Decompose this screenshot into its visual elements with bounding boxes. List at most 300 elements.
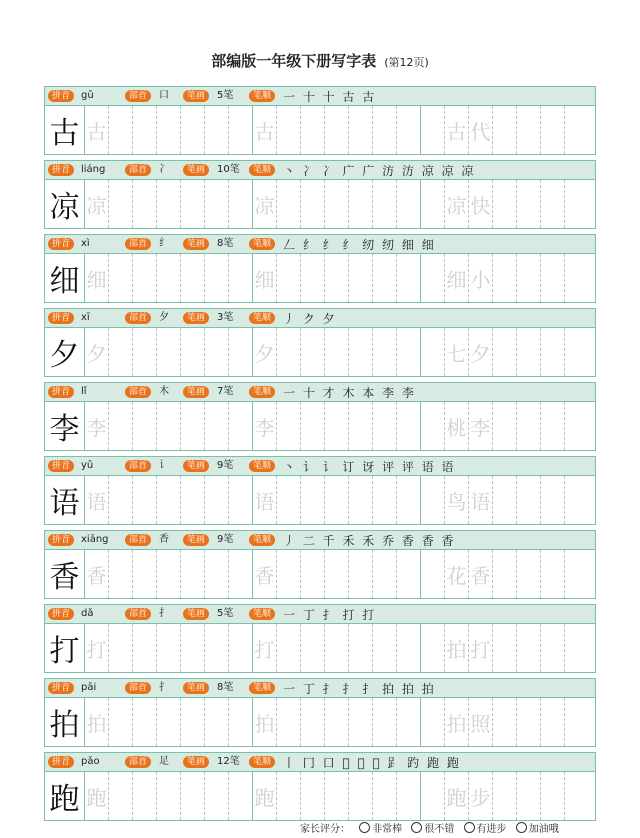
practice-cell[interactable]: [181, 772, 205, 820]
practice-cell[interactable]: [325, 624, 349, 672]
practice-cell[interactable]: [493, 772, 517, 820]
practice-cell[interactable]: [373, 698, 397, 746]
stroke-count: 10笔: [217, 164, 240, 175]
practice-cell[interactable]: [253, 624, 277, 672]
radical-tag: 部首: [125, 756, 151, 768]
practice-cell[interactable]: [469, 106, 493, 154]
practice-cell[interactable]: [445, 624, 469, 672]
practice-cell[interactable]: [205, 402, 229, 450]
practice-cell[interactable]: [205, 624, 229, 672]
rating-option-progress[interactable]: 有进步: [464, 824, 507, 835]
practice-cell[interactable]: [109, 402, 133, 450]
word-char-b: 语: [470, 489, 491, 514]
practice-cell[interactable]: [109, 772, 133, 820]
practice-cell[interactable]: [349, 106, 373, 154]
practice-cell[interactable]: [469, 550, 493, 598]
radical-tag: 部首: [125, 164, 151, 176]
pinyin-tag: 拼音: [48, 238, 74, 250]
practice-cell[interactable]: [469, 254, 493, 302]
practice-cell[interactable]: [277, 550, 301, 598]
practice-cell[interactable]: [517, 402, 541, 450]
practice-cell[interactable]: [277, 772, 301, 820]
practice-cell[interactable]: [181, 550, 205, 598]
stroke-count: 8笔: [217, 238, 234, 249]
order-tag: 笔顺: [249, 90, 275, 102]
practice-cell[interactable]: [325, 106, 349, 154]
practice-cell[interactable]: [397, 328, 421, 376]
practice-cell[interactable]: [85, 254, 109, 302]
practice-cell[interactable]: [349, 402, 373, 450]
practice-cell[interactable]: [421, 550, 445, 598]
practice-cell[interactable]: [109, 106, 133, 154]
practice-cell[interactable]: [373, 254, 397, 302]
practice-cell[interactable]: [493, 328, 517, 376]
practice-cell[interactable]: [229, 698, 253, 746]
word-char-a: 凉: [446, 193, 467, 218]
practice-cell[interactable]: [493, 402, 517, 450]
radical-tag: 部首: [125, 238, 151, 250]
radical-value: 冫: [159, 164, 169, 175]
practice-cell[interactable]: [133, 772, 157, 820]
practice-cell[interactable]: [397, 550, 421, 598]
practice-cell[interactable]: [229, 476, 253, 524]
practice-cell[interactable]: [229, 402, 253, 450]
trace-char: 打: [254, 637, 275, 662]
practice-cell[interactable]: [565, 624, 589, 672]
practice-cell[interactable]: [157, 772, 181, 820]
practice-cell[interactable]: [85, 180, 109, 228]
practice-cell[interactable]: [109, 550, 133, 598]
trace-char: 跑: [86, 785, 107, 810]
practice-cell[interactable]: [541, 402, 565, 450]
stroke-order: 一 十 十 古 古: [283, 90, 377, 104]
practice-cell[interactable]: [157, 180, 181, 228]
trace-char: 拍: [86, 711, 107, 736]
practice-cell[interactable]: [397, 698, 421, 746]
practice-cell[interactable]: [253, 402, 277, 450]
practice-cell[interactable]: [541, 698, 565, 746]
practice-cell[interactable]: [517, 772, 541, 820]
page-number: (第12页): [384, 56, 429, 69]
radio-icon[interactable]: [359, 822, 370, 833]
writing-grid: [44, 697, 596, 747]
trace-char: 细: [86, 267, 107, 292]
writing-grid: [44, 549, 596, 599]
word-char-a: 桃: [446, 415, 467, 440]
practice-cell[interactable]: [349, 550, 373, 598]
practice-cell[interactable]: [229, 180, 253, 228]
practice-cell[interactable]: [253, 106, 277, 154]
word-char-b: 照: [470, 711, 491, 736]
trace-char: 细: [254, 267, 275, 292]
practice-cell[interactable]: [181, 254, 205, 302]
practice-cell[interactable]: [373, 402, 397, 450]
practice-cell[interactable]: [205, 106, 229, 154]
practice-cell[interactable]: [373, 476, 397, 524]
main-character: 语: [49, 486, 80, 521]
practice-cell[interactable]: [325, 698, 349, 746]
word-char-a: 古: [446, 119, 467, 144]
practice-cell[interactable]: [445, 328, 469, 376]
practice-cell[interactable]: [565, 772, 589, 820]
practice-cell[interactable]: [205, 550, 229, 598]
practice-cell[interactable]: [301, 624, 325, 672]
stroke-order: 丨 冂 口 𠯁 𠯁 𠯁 𧾷 趵 跑 跑: [283, 756, 461, 770]
pinyin-value: xiāng: [81, 534, 109, 545]
practice-cell[interactable]: [421, 624, 445, 672]
char-row: [44, 234, 596, 308]
rating-option-keep-going[interactable]: 加油哦: [516, 824, 559, 835]
radical-value: 夕: [159, 312, 169, 323]
practice-cell[interactable]: [109, 254, 133, 302]
trace-char: 凉: [254, 193, 275, 218]
practice-cell[interactable]: [469, 328, 493, 376]
pinyin-tag: 拼音: [48, 682, 74, 694]
practice-cell[interactable]: [253, 772, 277, 820]
main-character: 凉: [49, 190, 80, 225]
practice-cell[interactable]: [229, 624, 253, 672]
practice-cell[interactable]: [373, 550, 397, 598]
practice-cell[interactable]: [157, 550, 181, 598]
practice-cell[interactable]: [541, 328, 565, 376]
practice-cell[interactable]: [469, 772, 493, 820]
practice-cell[interactable]: [469, 476, 493, 524]
practice-cell[interactable]: [301, 180, 325, 228]
practice-cell[interactable]: [541, 254, 565, 302]
practice-cell[interactable]: [541, 180, 565, 228]
practice-cell[interactable]: [277, 402, 301, 450]
trace-char: 古: [254, 119, 275, 144]
order-tag: 笔顺: [249, 682, 275, 694]
practice-cell[interactable]: [397, 180, 421, 228]
practice-cell[interactable]: [445, 772, 469, 820]
practice-cell[interactable]: [373, 180, 397, 228]
practice-cell[interactable]: [517, 624, 541, 672]
practice-cell[interactable]: [277, 698, 301, 746]
practice-cell[interactable]: [325, 476, 349, 524]
practice-cell[interactable]: [181, 328, 205, 376]
stroke-order: 一 十 才 木 本 李 李: [283, 386, 416, 400]
char-row: [44, 382, 596, 456]
practice-cell[interactable]: [205, 254, 229, 302]
practice-cell[interactable]: [565, 698, 589, 746]
practice-cell[interactable]: [493, 698, 517, 746]
practice-cell[interactable]: [469, 402, 493, 450]
practice-cell[interactable]: [421, 106, 445, 154]
practice-cell[interactable]: [205, 180, 229, 228]
practice-cell[interactable]: [541, 550, 565, 598]
practice-cell[interactable]: [277, 328, 301, 376]
practice-cell[interactable]: [373, 624, 397, 672]
strokes-tag: 笔画: [183, 756, 209, 768]
practice-cell[interactable]: [301, 476, 325, 524]
practice-cell[interactable]: [133, 254, 157, 302]
practice-cell[interactable]: [229, 550, 253, 598]
pinyin-tag: 拼音: [48, 460, 74, 472]
practice-cell[interactable]: [325, 772, 349, 820]
trace-char: 凉: [86, 193, 107, 218]
practice-cell[interactable]: [181, 698, 205, 746]
practice-cell[interactable]: [85, 106, 109, 154]
practice-cell[interactable]: [565, 550, 589, 598]
row-header: [44, 382, 596, 401]
practice-cell[interactable]: [469, 698, 493, 746]
practice-cell[interactable]: [133, 698, 157, 746]
practice-cell[interactable]: [109, 698, 133, 746]
main-character: 打: [49, 634, 80, 669]
practice-cell[interactable]: [253, 476, 277, 524]
practice-cell[interactable]: [157, 698, 181, 746]
radio-icon[interactable]: [464, 822, 475, 833]
practice-cell[interactable]: [493, 624, 517, 672]
practice-cell[interactable]: [85, 772, 109, 820]
pinyin-tag: 拼音: [48, 90, 74, 102]
pinyin-tag: 拼音: [48, 386, 74, 398]
practice-cell[interactable]: [109, 180, 133, 228]
main-char-cell: [45, 180, 85, 228]
practice-cell[interactable]: [373, 106, 397, 154]
radical-value: 纟: [159, 238, 169, 249]
word-char-b: 小: [470, 267, 491, 292]
practice-cell[interactable]: [397, 254, 421, 302]
word-char-b: 代: [470, 119, 491, 144]
practice-cell[interactable]: [157, 624, 181, 672]
practice-cell[interactable]: [421, 698, 445, 746]
practice-cell[interactable]: [301, 402, 325, 450]
practice-cell[interactable]: [517, 328, 541, 376]
radio-icon[interactable]: [411, 822, 422, 833]
practice-cell[interactable]: [325, 254, 349, 302]
practice-cell[interactable]: [421, 254, 445, 302]
practice-cell[interactable]: [373, 328, 397, 376]
practice-cell[interactable]: [133, 624, 157, 672]
practice-cell[interactable]: [541, 106, 565, 154]
practice-cell[interactable]: [253, 698, 277, 746]
practice-cell[interactable]: [85, 328, 109, 376]
word-char-b: 李: [470, 415, 491, 440]
practice-cell[interactable]: [205, 328, 229, 376]
practice-cell[interactable]: [349, 698, 373, 746]
radical-value: 口: [159, 90, 169, 101]
practice-cell[interactable]: [565, 254, 589, 302]
practice-cell[interactable]: [349, 772, 373, 820]
practice-cell[interactable]: [181, 476, 205, 524]
practice-cell[interactable]: [349, 180, 373, 228]
practice-cell[interactable]: [109, 328, 133, 376]
practice-cell[interactable]: [85, 624, 109, 672]
practice-cell[interactable]: [445, 698, 469, 746]
trace-char: 古: [86, 119, 107, 144]
radical-tag: 部首: [125, 608, 151, 620]
practice-cell[interactable]: [445, 180, 469, 228]
practice-cell[interactable]: [493, 180, 517, 228]
practice-cell[interactable]: [301, 772, 325, 820]
strokes-tag: 笔画: [183, 312, 209, 324]
stroke-count: 7笔: [217, 386, 234, 397]
radical-value: 木: [159, 386, 169, 397]
practice-cell[interactable]: [301, 328, 325, 376]
practice-cell[interactable]: [301, 254, 325, 302]
practice-cell[interactable]: [85, 550, 109, 598]
radio-icon[interactable]: [516, 822, 527, 833]
practice-cell[interactable]: [325, 180, 349, 228]
practice-cell[interactable]: [517, 106, 541, 154]
rating-option-good[interactable]: 很不错: [411, 824, 454, 835]
main-character: 细: [49, 264, 80, 299]
practice-cell[interactable]: [397, 476, 421, 524]
practice-cell[interactable]: [277, 476, 301, 524]
practice-cell[interactable]: [205, 698, 229, 746]
practice-cell[interactable]: [421, 402, 445, 450]
practice-cell[interactable]: [85, 698, 109, 746]
pinyin-value: pǎo: [81, 756, 100, 767]
parent-rating: [300, 820, 559, 835]
practice-cell[interactable]: [469, 180, 493, 228]
practice-cell[interactable]: [445, 254, 469, 302]
practice-cell[interactable]: [325, 402, 349, 450]
practice-cell[interactable]: [397, 106, 421, 154]
practice-cell[interactable]: [517, 180, 541, 228]
practice-cell[interactable]: [349, 624, 373, 672]
rating-option-excellent[interactable]: 非常棒: [359, 824, 402, 835]
practice-cell[interactable]: [157, 402, 181, 450]
practice-cell[interactable]: [157, 476, 181, 524]
practice-cell[interactable]: [517, 476, 541, 524]
practice-cell[interactable]: [133, 402, 157, 450]
practice-cell[interactable]: [181, 106, 205, 154]
practice-cell[interactable]: [421, 476, 445, 524]
practice-cell[interactable]: [445, 106, 469, 154]
practice-cell[interactable]: [397, 402, 421, 450]
practice-cell[interactable]: [517, 254, 541, 302]
strokes-tag: 笔画: [183, 682, 209, 694]
main-character: 古: [49, 116, 80, 151]
main-character: 拍: [49, 708, 80, 743]
practice-cell[interactable]: [421, 180, 445, 228]
practice-cell[interactable]: [565, 402, 589, 450]
practice-cell[interactable]: [157, 328, 181, 376]
char-row: [44, 86, 596, 160]
practice-cell[interactable]: [277, 624, 301, 672]
practice-cell[interactable]: [517, 698, 541, 746]
practice-cell[interactable]: [109, 624, 133, 672]
order-tag: 笔顺: [249, 238, 275, 250]
practice-cell[interactable]: [133, 328, 157, 376]
trace-char: 语: [254, 489, 275, 514]
main-char-cell: [45, 550, 85, 598]
practice-cell[interactable]: [301, 698, 325, 746]
practice-cell[interactable]: [205, 476, 229, 524]
practice-cell[interactable]: [301, 106, 325, 154]
practice-cell[interactable]: [541, 624, 565, 672]
row-header: [44, 530, 596, 549]
practice-cell[interactable]: [181, 624, 205, 672]
practice-cell[interactable]: [133, 550, 157, 598]
row-header: [44, 234, 596, 253]
writing-grid: [44, 105, 596, 155]
practice-cell[interactable]: [277, 180, 301, 228]
writing-grid: [44, 623, 596, 673]
practice-cell[interactable]: [493, 106, 517, 154]
practice-cell[interactable]: [349, 328, 373, 376]
practice-cell[interactable]: [421, 772, 445, 820]
practice-cell[interactable]: [397, 772, 421, 820]
practice-cell[interactable]: [229, 254, 253, 302]
practice-cell[interactable]: [517, 550, 541, 598]
practice-cell[interactable]: [85, 402, 109, 450]
row-header: [44, 678, 596, 697]
practice-cell[interactable]: [421, 328, 445, 376]
main-char-cell: [45, 106, 85, 154]
practice-cell[interactable]: [565, 328, 589, 376]
practice-cell[interactable]: [253, 328, 277, 376]
practice-cell[interactable]: [469, 624, 493, 672]
practice-cell[interactable]: [253, 180, 277, 228]
char-row: [44, 604, 596, 678]
practice-cell[interactable]: [397, 624, 421, 672]
practice-cell[interactable]: [349, 254, 373, 302]
practice-cell[interactable]: [541, 476, 565, 524]
trace-char: 打: [86, 637, 107, 662]
practice-cell[interactable]: [229, 106, 253, 154]
practice-cell[interactable]: [157, 106, 181, 154]
practice-cell[interactable]: [325, 550, 349, 598]
stroke-count: 9笔: [217, 460, 234, 471]
practice-cell[interactable]: [493, 254, 517, 302]
practice-cell[interactable]: [133, 106, 157, 154]
practice-cell[interactable]: [229, 772, 253, 820]
practice-cell[interactable]: [133, 180, 157, 228]
practice-cell[interactable]: [181, 180, 205, 228]
practice-cell[interactable]: [565, 476, 589, 524]
practice-cell[interactable]: [445, 476, 469, 524]
practice-cell[interactable]: [541, 772, 565, 820]
practice-cell[interactable]: [229, 328, 253, 376]
practice-cell[interactable]: [133, 476, 157, 524]
stroke-count: 3笔: [217, 312, 234, 323]
practice-cell[interactable]: [205, 772, 229, 820]
practice-cell[interactable]: [445, 402, 469, 450]
trace-char: 拍: [254, 711, 275, 736]
writing-grid: [44, 401, 596, 451]
practice-cell[interactable]: [445, 550, 469, 598]
practice-cell[interactable]: [493, 550, 517, 598]
practice-cell[interactable]: [157, 254, 181, 302]
practice-cell[interactable]: [181, 402, 205, 450]
practice-cell[interactable]: [565, 106, 589, 154]
word-char-b: 步: [470, 785, 491, 810]
practice-cell[interactable]: [253, 254, 277, 302]
practice-cell[interactable]: [277, 254, 301, 302]
stroke-order: 丶 冫 冫 广 广 汸 汸 凉 凉 凉: [283, 164, 476, 178]
practice-cell[interactable]: [493, 476, 517, 524]
char-row: [44, 160, 596, 234]
practice-cell[interactable]: [301, 550, 325, 598]
writing-grid: [44, 475, 596, 525]
word-char-a: 鸟: [446, 489, 467, 514]
practice-cell[interactable]: [373, 772, 397, 820]
word-char-a: 跑: [446, 785, 467, 810]
practice-cell[interactable]: [349, 476, 373, 524]
practice-cell[interactable]: [85, 476, 109, 524]
character-rows: [44, 86, 596, 826]
practice-cell[interactable]: [565, 180, 589, 228]
practice-cell[interactable]: [253, 550, 277, 598]
practice-cell[interactable]: [109, 476, 133, 524]
practice-cell[interactable]: [277, 106, 301, 154]
pinyin-value: xī: [81, 312, 90, 323]
practice-cell[interactable]: [325, 328, 349, 376]
